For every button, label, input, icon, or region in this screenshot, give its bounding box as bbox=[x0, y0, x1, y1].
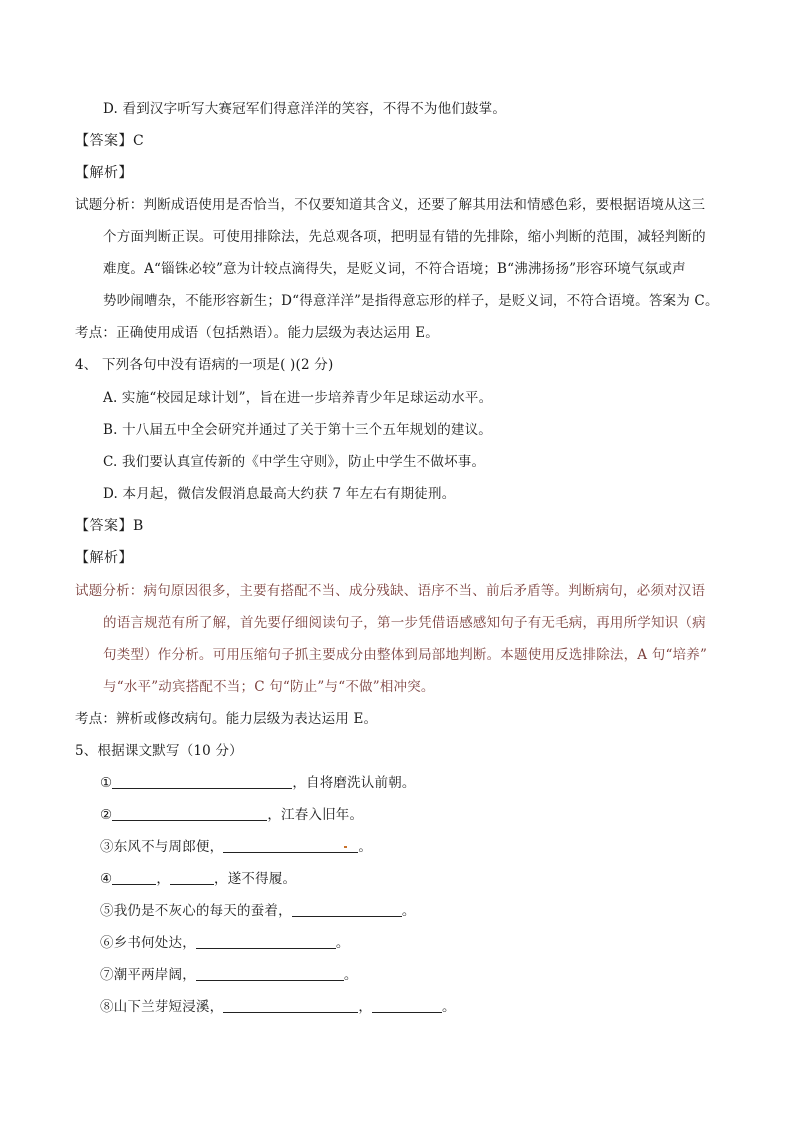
item-text-after: ，江春入旧年。 bbox=[267, 807, 364, 823]
prev-analysis-line-4: 势吵闹嘈杂，不能形容新生；D“得意洋洋”是指得意忘形的样子，是贬义词，不符合语境。答案为 C。 bbox=[103, 293, 719, 309]
prev-analysis-line-1: 试题分析：判断成语使用是否恰当，不仅要知道其含义，还要了解其用法和情感色彩，要根据语境从这三 bbox=[75, 197, 706, 213]
item-text-after: 。 bbox=[343, 967, 358, 983]
stray-mark bbox=[344, 846, 347, 848]
q5-stem: 5、根据课文默写（10 分） bbox=[75, 743, 243, 759]
prev-option-d: D. 看到汉字听写大赛冠军们得意洋洋的笑容，不得不为他们鼓掌。 bbox=[103, 101, 507, 117]
item-number: ⑦ bbox=[100, 967, 114, 983]
fill-blank[interactable] bbox=[170, 870, 214, 885]
fill-blank[interactable] bbox=[196, 934, 336, 949]
item-number: ⑤ bbox=[100, 903, 114, 919]
answer-value: B bbox=[133, 518, 144, 534]
fill-blank[interactable] bbox=[112, 870, 156, 885]
q5-item-3 bbox=[100, 838, 372, 856]
item-text-before: 乡书何处达， bbox=[113, 935, 196, 951]
item-text-after: ，自将磨洗认前朝。 bbox=[292, 775, 416, 791]
q4-analysis-line-3: 句类型）作分析。可用压缩句子抓主要成分由整体到局部地判断。本题使用反选排除法，A 句“培养” bbox=[103, 647, 708, 663]
q4-option-c: C. 我们要认真宣传新的《中学生守则》，防止中学生不做坏事。 bbox=[103, 454, 486, 470]
prev-analysis-label: 【解析】 bbox=[75, 165, 133, 181]
q5-item-7 bbox=[100, 966, 358, 984]
q4-analysis-label: 【解析】 bbox=[75, 550, 133, 566]
q4-kaodian: 考点：辨析或修改病句。能力层级为表达运用 E。 bbox=[75, 711, 378, 727]
q4-option-b: B. 十八届五中全会研究并通过了关于第十三个五年规划的建议。 bbox=[103, 422, 493, 438]
prev-answer bbox=[75, 132, 144, 150]
item-text-after: 。 bbox=[401, 903, 416, 919]
item-text-mid: ， bbox=[156, 871, 171, 887]
item-text-after: ，遂不得履。 bbox=[214, 871, 297, 887]
q4-analysis-line-4: 与“水平”动宾搭配不当；C 句“防止”与“不做”相冲突。 bbox=[103, 679, 435, 695]
item-text-before: 山下兰芽短浸溪， bbox=[113, 999, 224, 1015]
q5-item-5 bbox=[100, 902, 416, 920]
q4-option-a: A. 实施“校园足球计划”，旨在进一步培养青少年足球运动水平。 bbox=[103, 390, 493, 406]
q5-item-4 bbox=[100, 870, 296, 888]
fill-blank[interactable] bbox=[196, 966, 344, 981]
fill-blank[interactable] bbox=[223, 998, 358, 1013]
prev-analysis-line-2: 个方面判断正误。可使用排除法，先总观各项，把明显有错的先排除，缩小判断的范围，减轻判断的 bbox=[103, 229, 706, 245]
item-text-before: 东风不与周郎便， bbox=[113, 839, 224, 855]
item-text-before: 我仍是不灰心的每天的蚕着， bbox=[113, 903, 292, 919]
item-text-after: 。 bbox=[358, 839, 373, 855]
item-number: ② bbox=[100, 807, 113, 823]
q5-item-8 bbox=[100, 998, 456, 1016]
item-text-before: 潮平两岸阔， bbox=[113, 967, 196, 983]
q4-answer bbox=[75, 517, 144, 535]
q4-analysis-line-2: 的语言规范有所了解，首先要仔细阅读句子，第一步凭借语感感知句子有无毛病，再用所学知识（病 bbox=[103, 615, 706, 631]
fill-blank[interactable] bbox=[223, 838, 358, 853]
item-text-after: 。 bbox=[335, 935, 350, 951]
q4-stem: 4、 下列各句中没有语病的一项是( )(2 分) bbox=[75, 357, 334, 373]
fill-blank[interactable] bbox=[112, 806, 267, 821]
fill-blank[interactable] bbox=[112, 774, 292, 789]
q5-item-1 bbox=[100, 774, 416, 792]
q4-analysis-line-1: 试题分析：病句原因很多，主要有搭配不当、成分残缺、语序不当、前后矛盾等。判断病句，必须对汉语 bbox=[75, 583, 706, 599]
fill-blank[interactable] bbox=[372, 998, 442, 1013]
item-number: ⑥ bbox=[100, 935, 114, 951]
answer-label: 【答案】 bbox=[75, 133, 133, 149]
answer-value: C bbox=[133, 133, 145, 149]
item-number: ③ bbox=[100, 839, 114, 855]
item-number: ① bbox=[100, 775, 113, 791]
fill-blank[interactable] bbox=[292, 902, 402, 917]
answer-label: 【答案】 bbox=[75, 518, 133, 534]
q4-option-d: D. 本月起，微信发假消息最高大约获 7 年左右有期徒刑。 bbox=[103, 486, 456, 502]
item-text-after: 。 bbox=[442, 999, 456, 1015]
prev-kaodian: 考点：正确使用成语（包括熟语）。能力层级为表达运用 E。 bbox=[75, 325, 439, 341]
item-text-mid: ， bbox=[358, 999, 373, 1015]
q5-item-6 bbox=[100, 934, 350, 952]
q5-item-2 bbox=[100, 806, 363, 824]
prev-analysis-line-3: 难度。A“锱铢必较”意为计较点滴得失，是贬义词，不符合语境；B“沸沸扬扬”形容环境气氛或声 bbox=[103, 261, 686, 277]
item-number: ⑧ bbox=[100, 999, 114, 1015]
item-number: ④ bbox=[100, 871, 113, 887]
